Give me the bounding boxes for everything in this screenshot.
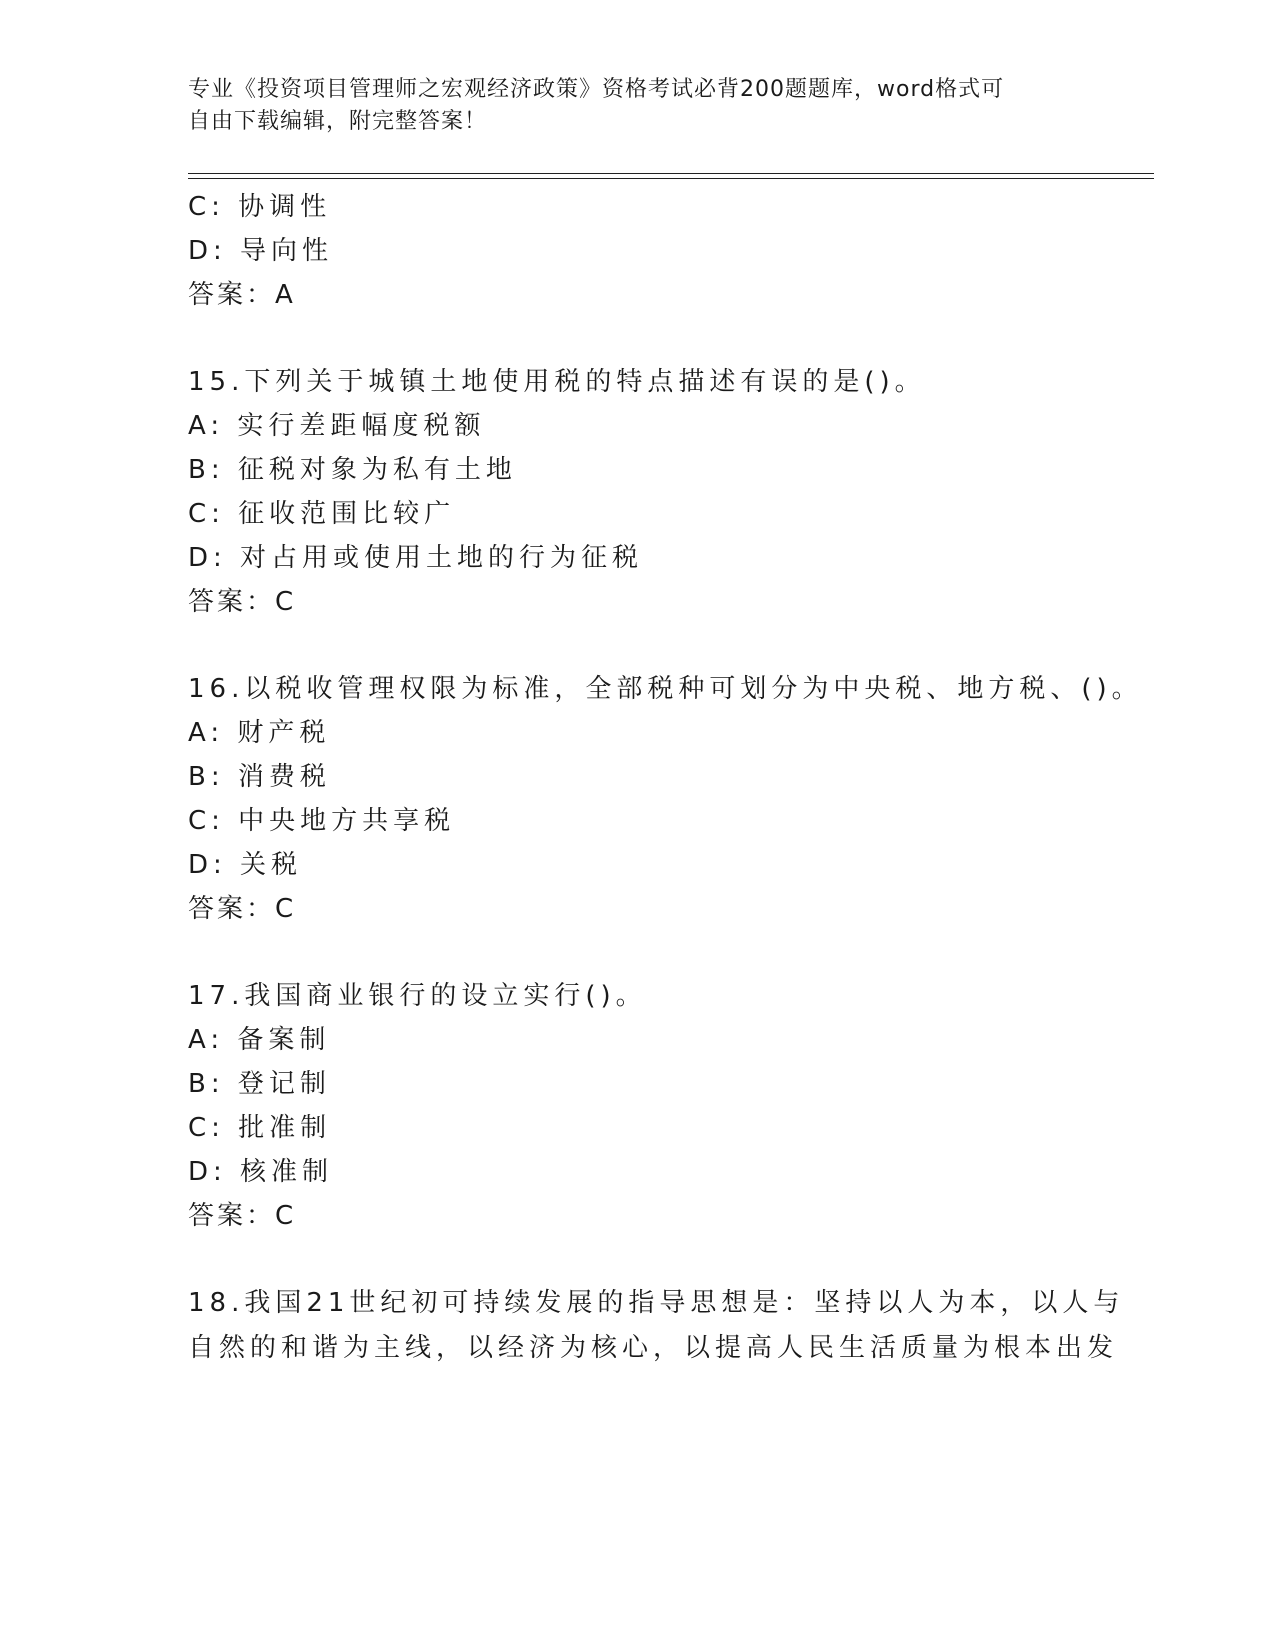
q18-stem-line-1: 18.我国21世纪初可持续发展的指导思想是：坚持以人为本，以人与 [188, 1288, 1125, 1318]
q16-answer: 答案：C [188, 894, 297, 924]
q15-option-b: B: 征税对象为私有土地 [188, 455, 517, 485]
q15-stem: 15.下列关于城镇土地使用税的特点描述有误的是()。 [188, 367, 926, 397]
header-rule-bottom [188, 178, 1154, 179]
q15-option-d: D: 对占用或使用土地的行为征税 [188, 543, 644, 573]
q15-option-c: C: 征收范围比较广 [188, 499, 456, 529]
q17-stem: 17.我国商业银行的设立实行()。 [188, 981, 647, 1011]
q17-answer: 答案：C [188, 1201, 297, 1231]
q16-option-b: B: 消费税 [188, 762, 331, 792]
q16-stem: 16.以税收管理权限为标准，全部税种可划分为中央税、地方税、()。 [188, 674, 1143, 704]
q16-option-c: C: 中央地方共享税 [188, 806, 456, 836]
q16-option-a: A: 财产税 [188, 718, 331, 748]
q17-option-d: D: 核准制 [188, 1157, 334, 1187]
q15-answer: 答案：C [188, 587, 297, 617]
header-line-1: 专业《投资项目管理师之宏观经济政策》资格考试必背200题题库，word格式可 [188, 77, 1005, 102]
prev-option-d: D: 导向性 [188, 236, 334, 266]
q16-option-d: D: 关税 [188, 850, 303, 880]
prev-option-c: C: 协调性 [188, 192, 332, 222]
header-rule-top [188, 173, 1154, 174]
header-line-2: 自由下载编辑，附完整答案！ [188, 109, 488, 134]
q15-option-a: A: 实行差距幅度税额 [188, 411, 486, 441]
prev-answer: 答案：A [188, 280, 296, 310]
document-header [188, 74, 1068, 138]
q17-option-b: B: 登记制 [188, 1069, 331, 1099]
q18-stem-line-2: 自然的和谐为主线，以经济为核心，以提高人民生活质量为根本出发 [188, 1333, 1119, 1363]
q17-option-a: A: 备案制 [188, 1025, 331, 1055]
q17-option-c: C: 批准制 [188, 1113, 332, 1143]
